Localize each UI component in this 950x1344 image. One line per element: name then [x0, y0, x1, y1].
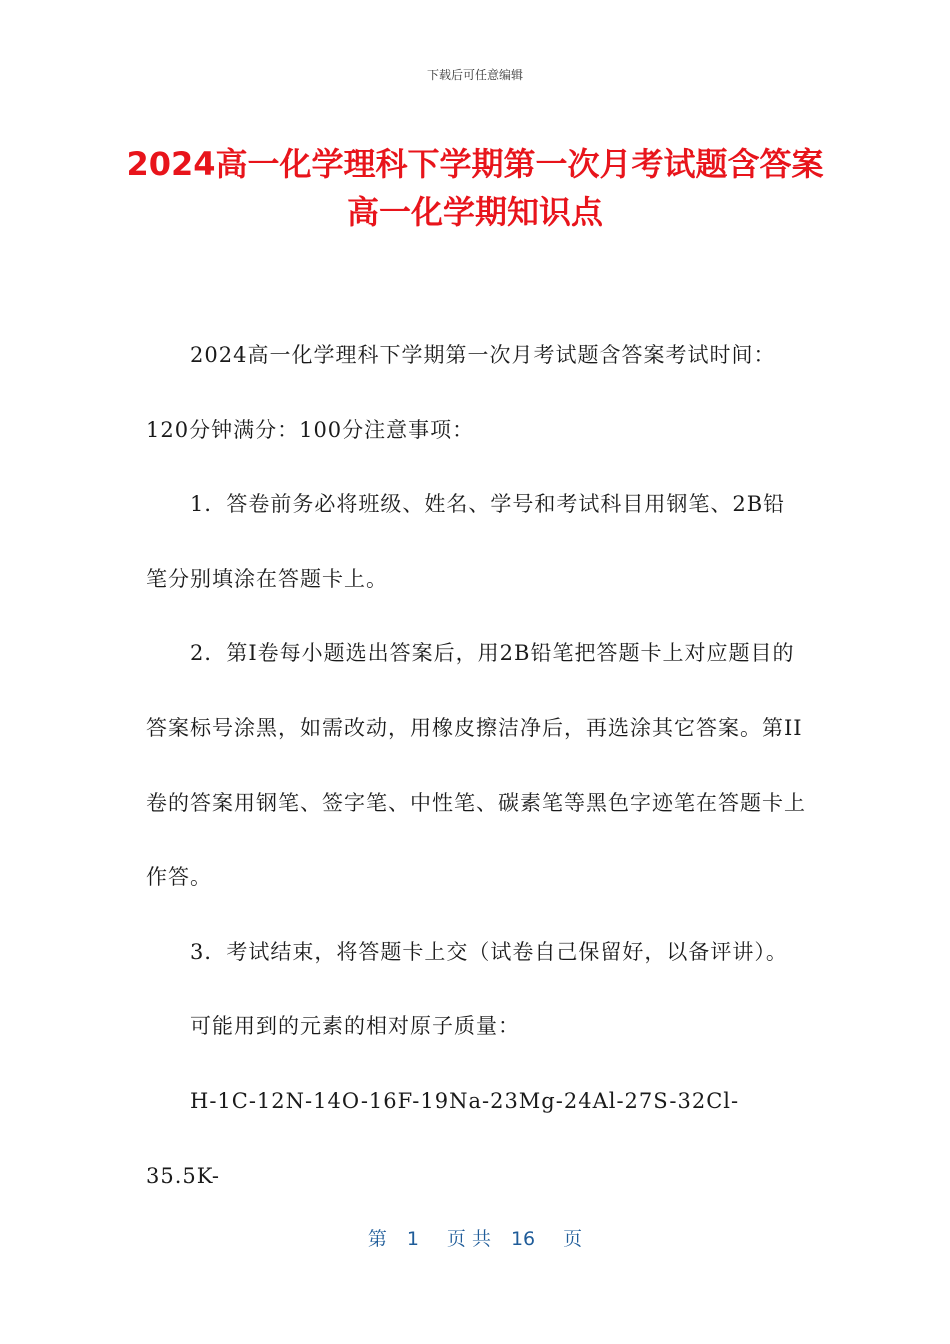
document-title: 2024高一化学理科下学期第一次月考试题含答案 高一化学期知识点	[126, 145, 824, 231]
footer-page-number: 1	[406, 1228, 419, 1250]
header-note: 下载后可任意编辑	[426, 68, 523, 82]
document-body	[146, 318, 806, 1213]
paragraph-exam-info: 2024高一化学理科下学期第一次月考试题含答案考试时间：120分钟满分：100分注意事项：	[146, 343, 776, 442]
footer-total-pages: 16	[510, 1228, 536, 1250]
paragraph-note-1: 1．答卷前务必将班级、姓名、学号和考试科目用钢笔、2B铅笔分别填涂在答题卡上。	[146, 492, 786, 591]
footer-prefix: 第	[367, 1228, 387, 1250]
paragraph-atomic-mass-heading: 可能用到的元素的相对原子质量：	[190, 1014, 520, 1039]
paragraph-atomic-mass-values: H-1C-12N-14O-16F-19Na-23Mg-24Al-27S-32Cl-35.5K-	[146, 1088, 740, 1188]
footer-middle: 页 共	[446, 1228, 491, 1250]
page-footer	[0, 1224, 950, 1251]
footer-suffix: 页	[563, 1228, 583, 1250]
paragraph-note-2: 2．第I卷每小题选出答案后，用2B铅笔把答题卡上对应题目的答案标号涂黑，如需改动，用橡皮擦洁净后，再选涂其它答案。第II卷的答案用钢笔、签字笔、中性笔、碳素笔等黑色字迹笔在答题卡上作答。	[146, 641, 806, 890]
paragraph-note-3: 3．考试结束，将答题卡上交（试卷自己保留好，以备评讲）。	[190, 939, 788, 964]
